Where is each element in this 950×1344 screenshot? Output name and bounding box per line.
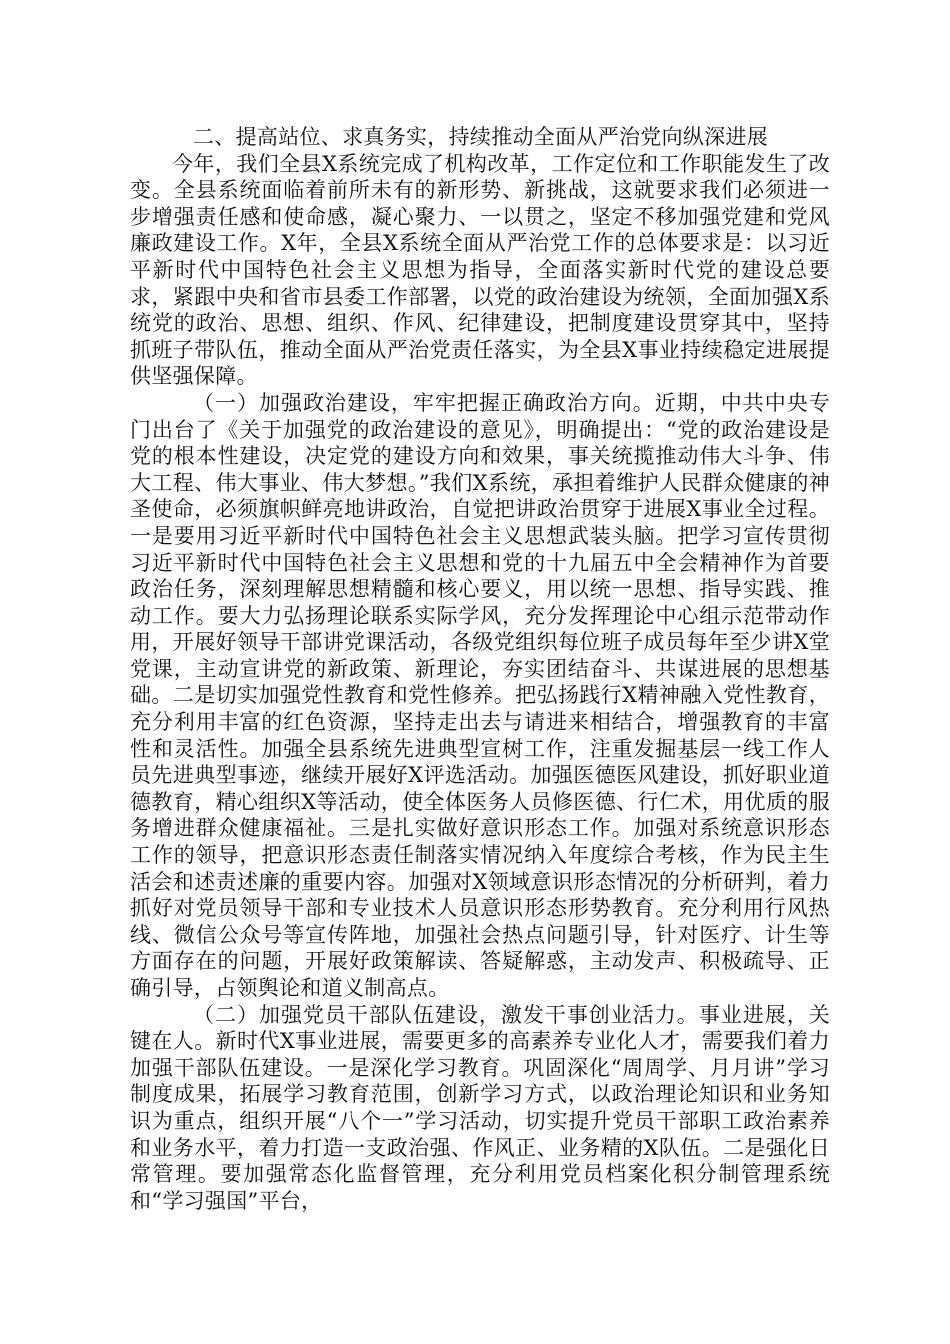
paragraph-political-building: （一）加强政治建设，牢牢把握正确政治方向。近期，中共中央专门出台了《关于加强党的政治建设的意见》，明确提出：“党的政治建设是党的根本性建设，决定党的建设方向和效果，事关统揽推动伟大斗争、伟大工程、伟大事业、伟大梦想。”我们X系统，承担着维护人民群众健康的神圣使命，必须旗帜鲜亮地讲政治，自觉把讲政治贯穿于进展X事业全过程。一是要用习近平新时代中国特色社会主义思想武装头脑。把学习宣传贯彻习近平新时代中国特色社会主义思想和党的十九届五中全会精神作为首要政治任务，深刻理解思想精髓和核心要义，用以统一思想、指导实践、推动工作。要大力弘扬理论联系实际学风，充分发挥理论中心组示范带动作用，开展好领导干部讲党课活动，各级党组织每位班子成员每年至少讲X堂党课，主动宣讲党的新政策、新理论，夯实团结奋斗、共谋进展的思想基础。二是切实加强党性教育和党性修养。把弘扬践行X精神融入党性教育，充分利用丰富的红色资源，坚持走出去与请进来相结合，增强教育的丰富性和灵活性。加强全县系统先进典型宣树工作，注重发掘基层一线工作人员先进典型事迹，继续开展好X评选活动。加强医德医风建设，抓好职业道德教育，精心组织X等活动，使全体医务人员修医德、行仁术，用优质的服务增进群众健康福祉。三是扎实做好意识形态工作。加强对系统意识形态工作的领导，把意识形态责任制落实情况纳入年度综合考核，作为民主生活会和述责述廉的重要内容。加强对X领域意识形态情况的分析研判，着力抓好对党员领导干部和专业技术人员意识形态形势教育。充分利用行风热线、微信公众号等宣传阵地，加强社会热点问题引导，针对医疗、计生等方面存在的问题，开展好政策解读、答疑解惑，主动发声、积极疏导、正确引导，占领舆论和道义制高点。 <box>130 390 830 1000</box>
paragraph-team-building: （二）加强党员干部队伍建设，激发干事创业活力。事业进展，关键在人。新时代X事业进展，需要更多的高素养专业化人才，需要我们着力加强干部队伍建设。一是深化学习教育。巩固深化“周周学、月月讲”学习制度成果，拓展学习教育范围，创新学习方式，以政治理论知识和业务知识为重点，组织开展“八个一”学习活动，切实提升党员干部职工政治素养和业务水平，着力打造一支政治强、作风正、业务精的X队伍。二是强化日常管理。要加强常态化监督管理，充分利用党员档案化积分制管理系统和“学习强国”平台， <box>130 1002 830 1213</box>
paragraph-intro: 今年，我们全县X系统完成了机构改革，工作定位和工作职能发生了改变。全县系统面临着前所未有的新形势、新挑战，这就要求我们必须进一步增强责任感和使命感，凝心聚力、一以贯之，坚定不移加强党建和党风廉政建设工作。X年，全县X系统全面从严治党工作的总体要求是：以习近平新时代中国特色社会主义思想为指导，全面落实新时代党的建设总要求，紧跟中央和省市县委工作部署，以党的政治建设为统领，全面加强X系统党的政治、思想、组织、作风、纪律建设，把制度建设贯穿其中，坚持抓班子带队伍，推动全面从严治党责任落实，为全县X事业持续稳定进展提供坚强保障。 <box>130 151 830 389</box>
document-page <box>130 124 830 1214</box>
section-heading: 二、提高站位、求真务实，持续推动全面从严治党向纵深进展 <box>193 125 769 149</box>
